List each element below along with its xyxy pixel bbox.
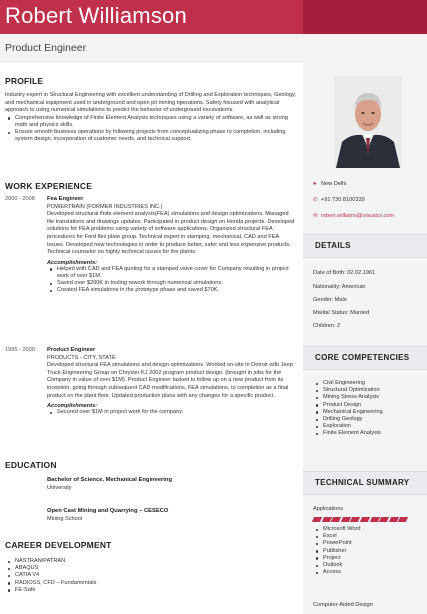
detail-item: Marital Status: Married bbox=[313, 310, 370, 316]
list-item: RADIOSS, CFD – Fundamentals bbox=[5, 580, 205, 587]
job-title: Fea Engineer bbox=[47, 196, 84, 202]
education-entry bbox=[47, 477, 297, 491]
school-name: Mining School bbox=[47, 516, 83, 522]
list-item: NASTRAN/PATRAN bbox=[5, 558, 205, 565]
list-item: Mechanical Engineering bbox=[313, 409, 423, 416]
accomplishments-list bbox=[47, 266, 297, 295]
phone-icon: ✆ bbox=[313, 197, 318, 203]
competencies-header bbox=[303, 346, 427, 370]
skill-level-segment bbox=[312, 517, 322, 522]
skill-level-segment bbox=[360, 517, 370, 522]
list-item: ABAQUS bbox=[5, 565, 205, 572]
skill-group-label: Applications bbox=[313, 506, 344, 512]
details-heading: DETAILS bbox=[315, 241, 351, 250]
competencies-list bbox=[313, 380, 423, 438]
list-item: Microsoft Word bbox=[313, 526, 423, 533]
job-description: Developed structural finite element analysis(FEA) simulations and design optimizations. Managed file translations and drawings updates. Participated in product design on Honda projects. Developed solutions for FEA problems using variety of software applications. Organized structural FEA procedures for Ford flex plate group. Technical expert in stamping, mechanical, CAD and FEA issues. Developed new technologies in order to produce better, safer and less expensive products. Technical counselor on highly technical issues for the plants. bbox=[47, 211, 295, 256]
list-item: Secured over $1M in project work for the company. bbox=[47, 409, 297, 416]
career-heading: CAREER DEVELOPMENT bbox=[5, 540, 112, 550]
list-item: Finite Element Analysis bbox=[313, 430, 423, 437]
detail-item: Children: 2 bbox=[313, 323, 341, 329]
competencies-heading: CORE COMPETENCIES bbox=[315, 353, 410, 362]
header-accent bbox=[303, 0, 427, 34]
skill-group-label: Computer-Aided Design bbox=[313, 602, 373, 608]
list-item: Drilling Geology bbox=[313, 416, 423, 423]
portrait-image bbox=[334, 76, 402, 168]
accomplishments-list bbox=[47, 409, 297, 416]
map-pin-icon: ● bbox=[313, 181, 317, 187]
list-item: Helped with CAD and FEA quoting for a stamped valve cover for Company resulting in project work of over $1M. bbox=[47, 266, 297, 280]
list-item: CATIA V4 bbox=[5, 572, 205, 579]
location-text: New Delhi bbox=[321, 181, 347, 187]
school-name: University bbox=[47, 485, 72, 491]
list-item: Exploration bbox=[313, 423, 423, 430]
accomplishments-label: Accomplishments: bbox=[47, 403, 98, 410]
job-title: Product Engineer bbox=[5, 42, 87, 54]
list-item: Excel bbox=[313, 533, 423, 540]
detail-item: Date of Birth: 02.02.1961 bbox=[313, 270, 376, 276]
skill-level-bar bbox=[313, 517, 407, 522]
job-dates: 2000 - 2008 bbox=[5, 196, 35, 202]
detail-item: Nationality: American bbox=[313, 284, 366, 290]
contact-location bbox=[313, 181, 347, 187]
detail-item: Gender: Male bbox=[313, 297, 347, 303]
candidate-name: Robert Williamson bbox=[5, 3, 187, 28]
list-item: Access bbox=[313, 569, 423, 576]
subtitle-bar bbox=[0, 34, 303, 62]
profile-photo bbox=[334, 76, 402, 168]
degree-title: Bachelor of Science, Mechanical Engineering bbox=[47, 477, 172, 483]
phone-text: +91 730 8100339 bbox=[321, 197, 365, 203]
contact-email[interactable] bbox=[313, 213, 394, 219]
list-item: PowerPoint bbox=[313, 540, 423, 547]
list-item: Publisher bbox=[313, 548, 423, 555]
email-link[interactable]: robert.williams@visualcv.com bbox=[321, 213, 395, 219]
accomplishments-label: Accomplishments: bbox=[47, 259, 98, 266]
degree-title: Open Cast Mining and Quarrying – CESECO bbox=[47, 508, 169, 514]
job-description: Developed structural FEA simulations and design optimizations. Worked on-site in Detroit with Jeep Truck Engineering Group on Chrysler KJ 2002 program product design. (brought in jobs for the Company in value of over $1M). Product Engineer tasked to follow up on a new product from its inception, going through subsequent CAD modifications, FEA simulations, to completion as a final product on the plant floor. Updated production plans with any changes for a specific product. bbox=[47, 362, 293, 399]
list-item: Structural Optimization bbox=[313, 387, 423, 394]
technical-heading: TECHNICAL SUMMARY bbox=[315, 478, 410, 487]
envelope-icon: ✉ bbox=[313, 213, 318, 219]
job-title: Product Engineer bbox=[47, 347, 96, 353]
list-item: Product Design bbox=[313, 402, 423, 409]
skill-level-segment bbox=[398, 517, 408, 522]
education-entry bbox=[47, 508, 297, 522]
profile-text: Industry expert in Structural Engineering with excellent understanding of Drilling and Exploration techniques, Geology, and mechanical equipment used in underground and open pit mining operations. Safety focused with analytical approach to using numerical simulations to predict the behavior of underground excavations. bbox=[5, 92, 296, 114]
list-item: Comprehensive knowledge of Finite Element Analysis techniques using a variety of software, as well as strong math and physics skills. bbox=[5, 115, 297, 129]
list-item: Mining Stress Analysis bbox=[313, 394, 423, 401]
career-list bbox=[5, 558, 205, 594]
contact-phone bbox=[313, 197, 365, 203]
header-bar bbox=[0, 0, 303, 34]
profile-heading: PROFILE bbox=[5, 76, 44, 86]
technical-header bbox=[303, 471, 427, 495]
list-item: Outlook bbox=[313, 562, 423, 569]
list-item: Saved over $200K in tooling rework through numerical simulations. bbox=[47, 280, 297, 287]
list-item: Civil Engineering bbox=[313, 380, 423, 387]
skill-list bbox=[313, 526, 423, 576]
job-company: POWERTRAIN (FORMER INDUSTRIES INC.) bbox=[47, 204, 163, 210]
list-item: FE-Safe bbox=[5, 587, 205, 594]
education-heading: EDUCATION bbox=[5, 460, 57, 470]
profile-section bbox=[5, 92, 297, 144]
list-item: Ensure smooth business operations by following projects from conceptualizing phase to completion, including system design, incorporation of customer needs, and technical support. bbox=[5, 129, 297, 143]
list-item: Project bbox=[313, 555, 423, 562]
details-header bbox=[303, 234, 427, 258]
job-dates: 1995 - 2000 bbox=[5, 347, 35, 353]
list-item: Created FEA simulations in the prototype phase and saved $70K. bbox=[47, 287, 297, 294]
profile-bullets bbox=[5, 115, 297, 144]
job-company: PRODUCTS - CITY, STATE bbox=[47, 355, 116, 361]
work-heading: WORK EXPERIENCE bbox=[5, 181, 93, 191]
